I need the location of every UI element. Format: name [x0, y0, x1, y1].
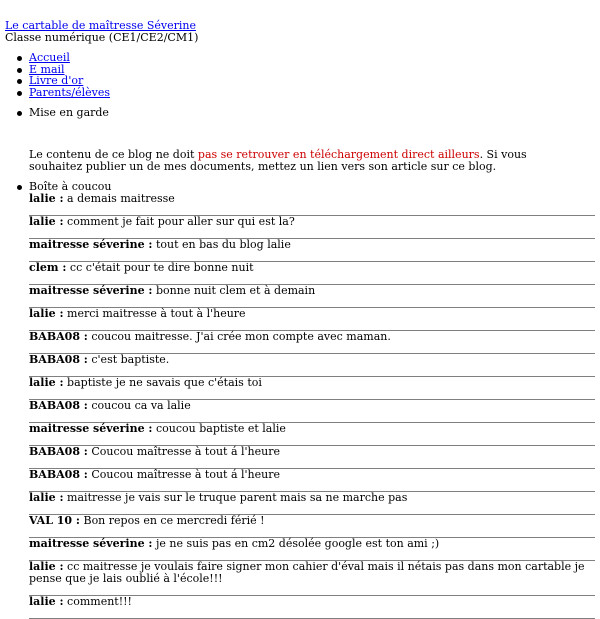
chat-text: coucou baptiste et lalie	[152, 422, 286, 435]
chat-text: coucou maitresse. J'ai crée mon compte avec maman.	[87, 330, 391, 343]
site-title-link[interactable]: Le cartable de maîtresse Séverine	[5, 19, 197, 32]
warning-text	[29, 149, 579, 172]
nav-link-accueil[interactable]: Accueil	[29, 51, 70, 64]
chat-text: cc c'était pour te dire bonne nuit	[66, 261, 254, 274]
chat-author: BABA08 :	[29, 399, 88, 412]
chatbox-heading: Boîte à coucou	[17, 181, 111, 193]
chat-text: maitresse je vais sur le truque parent mais sa ne marche pas	[63, 491, 408, 504]
chat-text: c'est baptiste.	[87, 353, 170, 366]
chat-message	[29, 354, 595, 377]
chat-author: BABA08 :	[29, 468, 88, 481]
chat-message	[29, 561, 595, 596]
chat-text: a demais maitresse	[63, 192, 175, 205]
chat-message	[29, 308, 595, 331]
chat-message	[29, 239, 595, 262]
chat-message	[29, 377, 595, 400]
chat-author: BABA08 :	[29, 353, 88, 366]
chat-author: maitresse séverine :	[29, 284, 153, 297]
chat-author: lalie :	[29, 560, 64, 573]
chat-message	[29, 492, 595, 515]
chat-message	[29, 469, 595, 492]
chat-author: lalie :	[29, 595, 64, 608]
chat-message	[29, 216, 595, 239]
chat-text: baptiste je ne savais que c'étais toi	[63, 376, 262, 389]
chat-author: maitresse séverine :	[29, 238, 153, 251]
warning-text-after: . Si vous souhaitez publier un de mes documents, mettez un lien vers son article sur ce blog.	[29, 148, 527, 173]
warning-text-red: pas se retrouver en téléchargement direct ailleurs	[197, 148, 480, 161]
chat-author: lalie :	[29, 376, 64, 389]
nav-item-parents-eleves	[17, 87, 110, 99]
chat-message	[29, 285, 595, 308]
chat-author: lalie :	[29, 192, 64, 205]
nav-link-livre-dor[interactable]: Livre d'or	[29, 74, 84, 87]
chat-author: BABA08 :	[29, 445, 88, 458]
chat-message	[29, 262, 595, 285]
chat-text: cc maitresse je voulais faire signer mon cahier d'éval mais il nétais pas dans mon cartable je pense que je lais oublié à l'école!!!	[29, 560, 585, 585]
chat-text: je ne suis pas en cm2 désolée google est ton ami ;)	[152, 537, 440, 550]
chat-text: merci maitresse à tout à l'heure	[63, 307, 246, 320]
chat-author: BABA08 :	[29, 330, 88, 343]
chat-text: bonne nuit clem et à demain	[152, 284, 316, 297]
chat-text: comment!!!	[63, 595, 132, 608]
site-subtitle: Classe numérique (CE1/CE2/CM1)	[5, 31, 199, 44]
nav-link-email[interactable]: E mail	[29, 62, 65, 76]
chat-message	[29, 538, 595, 561]
chat-message	[29, 423, 595, 446]
chat-author: VAL 10 :	[29, 514, 80, 527]
chat-message	[29, 331, 595, 354]
chat-text: Bon repos en ce mercredi férié !	[79, 514, 265, 527]
chat-author: maitresse séverine :	[29, 422, 153, 435]
chat-message	[29, 193, 595, 216]
chat-text: comment je fait pour aller sur qui est la?	[63, 215, 295, 228]
chat-author: lalie :	[29, 307, 64, 320]
nav-link-parents-eleves[interactable]: Parents/élèves	[29, 85, 110, 99]
chat-author: lalie :	[29, 215, 64, 228]
warning-heading: Mise en garde	[17, 107, 109, 119]
chat-author: lalie :	[29, 491, 64, 504]
chat-text: tout en bas du blog lalie	[152, 238, 291, 251]
chat-message	[29, 596, 595, 619]
chat-text: Coucou maîtresse à tout á l'heure	[87, 445, 280, 458]
chat-text: Coucou maîtresse à tout á l'heure	[87, 468, 280, 481]
chat-text: coucou ca va lalie	[87, 399, 191, 412]
chatbox-messages	[29, 193, 595, 619]
chat-author: maitresse séverine :	[29, 537, 153, 550]
chat-message	[29, 515, 595, 538]
warning-text-before: Le contenu de ce blog ne doit	[29, 148, 198, 161]
chat-message	[29, 400, 595, 423]
nav-menu	[17, 52, 110, 98]
chat-message	[29, 446, 595, 469]
chat-author: clem :	[29, 261, 67, 274]
